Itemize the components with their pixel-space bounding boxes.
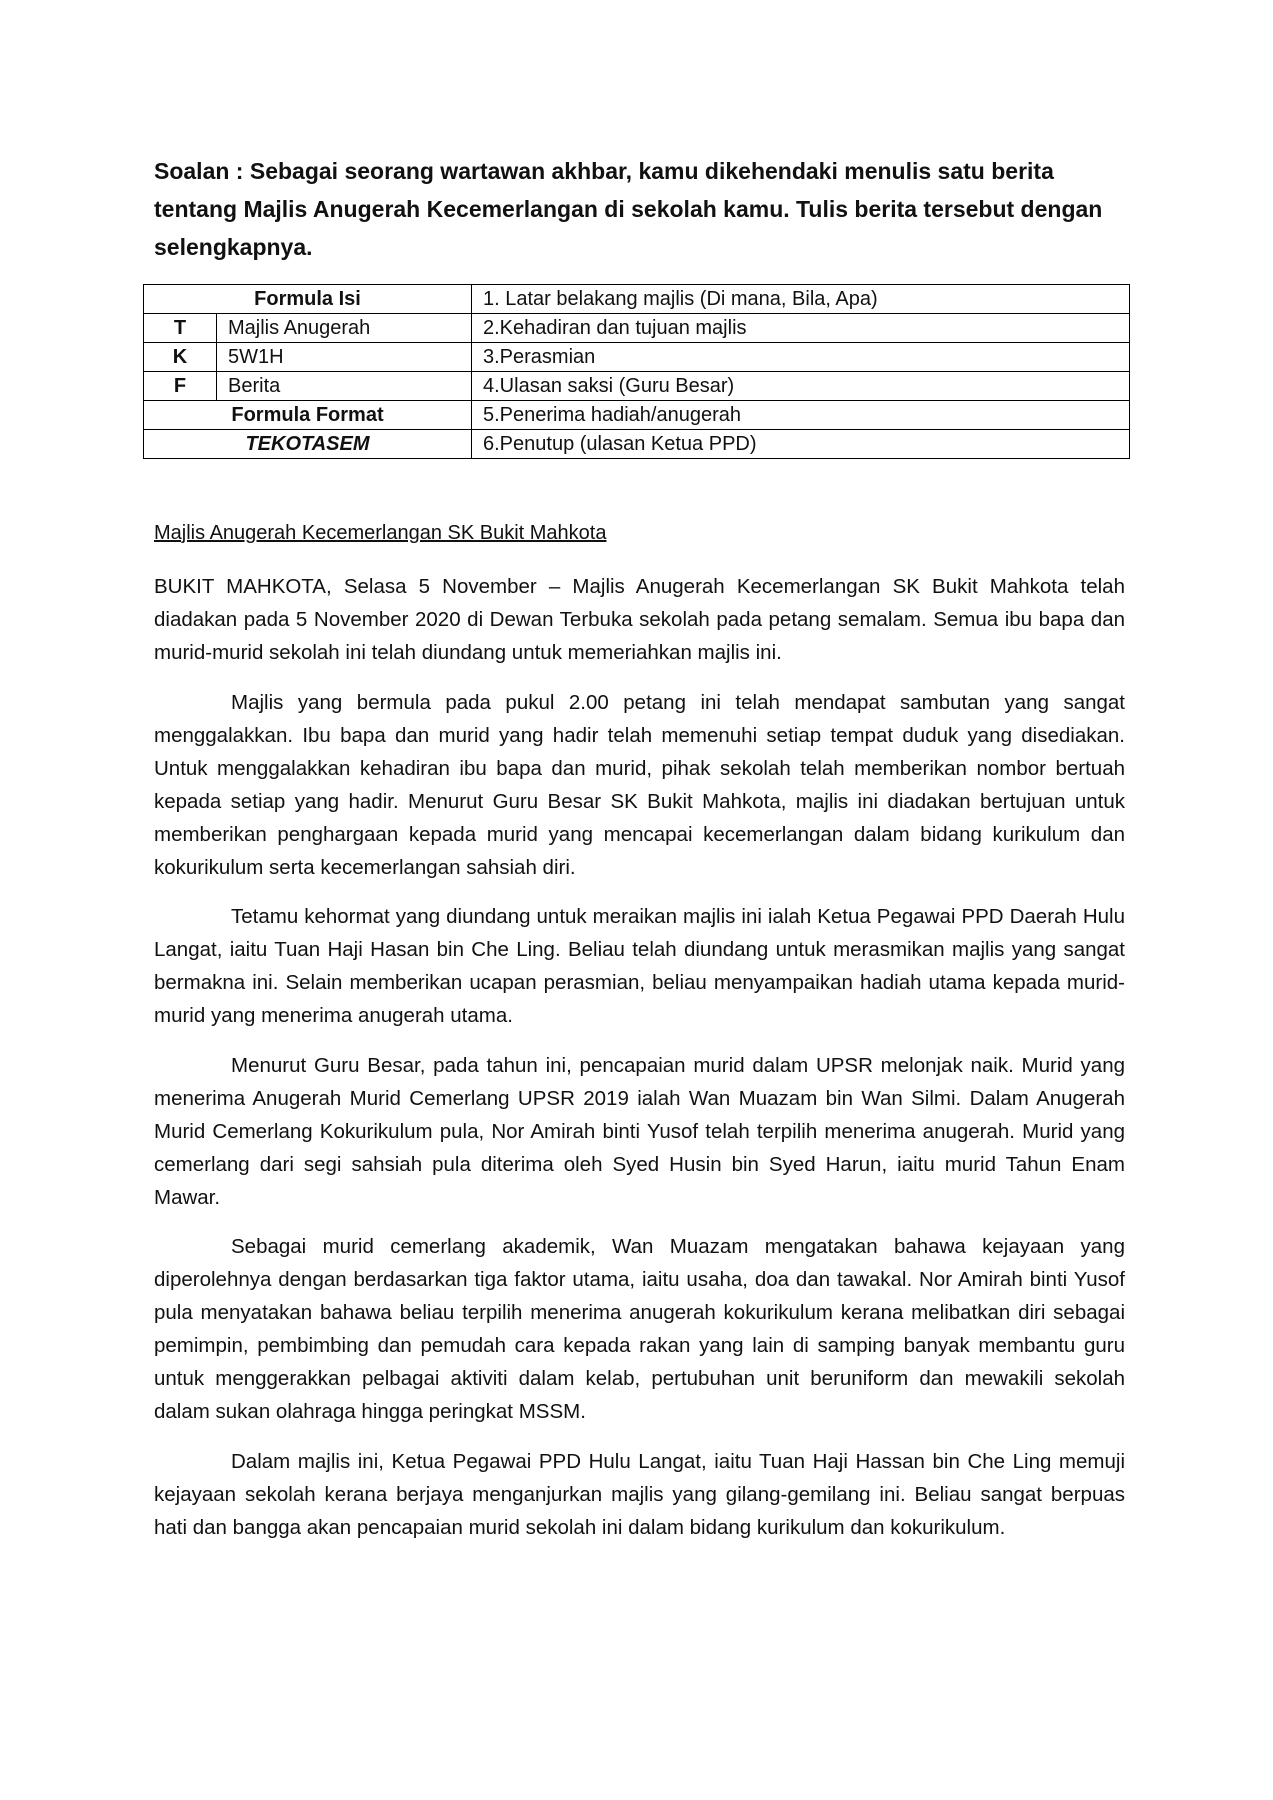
tekotasem-label: TEKOTASEM: [144, 430, 472, 459]
article-paragraph: Dalam majlis ini, Ketua Pegawai PPD Hulu Langat, iaitu Tuan Haji Hassan bin Che Ling memuji kejayaan sekolah kerana berjaya menganjurkan majlis yang gilang-gemilang ini. Beliau sangat berpuas hati dan bangga akan pencapaian murid sekolah ini dalam bidang kurikulum dan kokurikulum.: [154, 1449, 1125, 1539]
article-paragraph: Sebagai murid cemerlang akademik, Wan Muazam mengatakan bahawa kejayaan yang diperolehnya dengan berdasarkan tiga faktor utama, iaitu usaha, doa dan tawakal. Nor Amirah binti Yusof pula menyatakan bahawa beliau terpilih menerima anugerah kokurikulum kerana melibatkan diri sebagai pemimpin, pembimbing dan pemudah cara kepada rakan yang lain di samping banyak membantu guru untuk menggerakkan pelbagai aktiviti dalam kelab, pertubuhan unit beruniform dan mewakili sekolah dalam sukan olahraga hingga peringkat MSSM.: [154, 1235, 1125, 1423]
formula-table: [143, 284, 1130, 459]
formula-point: 4.Ulasan saksi (Guru Besar): [472, 372, 1130, 401]
article-headline: Majlis Anugerah Kecemerlangan SK Bukit Mahkota: [154, 522, 607, 544]
question-text: Soalan : Sebagai seorang wartawan akhbar, kamu dikehendaki menulis satu berita tentang Majlis Anugerah Kecemerlangan di sekolah kamu. Tulis berita tersebut dengan selengkapnya.: [154, 158, 1103, 260]
article-paragraph: Majlis yang bermula pada pukul 2.00 petang ini telah mendapat sambutan yang sangat menggalakkan. Ibu bapa dan murid yang hadir telah memenuhi setiap tempat duduk yang disediakan. Untuk menggalakkan kehadiran ibu bapa dan murid, pihak sekolah telah memberikan nombor bertuah kepada setiap yang hadir. Menurut Guru Besar SK Bukit Mahkota, majlis ini diadakan bertujuan untuk memberikan penghargaan kepada murid yang mencapai kecemerlangan dalam bidang kurikulum dan kokurikulum serta kecemerlangan sahsiah diri.: [154, 690, 1125, 879]
formula-meaning: 5W1H: [217, 343, 472, 372]
table-row: [144, 314, 1130, 343]
article-body: [154, 570, 1125, 1560]
formula-point: 1. Latar belakang majlis (Di mana, Bila, Apa): [472, 285, 1130, 314]
formula-meaning: Berita: [217, 372, 472, 401]
table-row: [144, 285, 1130, 314]
formula-point: 2.Kehadiran dan tujuan majlis: [472, 314, 1130, 343]
formula-letter: F: [144, 372, 217, 401]
formula-point: 3.Perasmian: [472, 343, 1130, 372]
formula-point: 6.Penutup (ulasan Ketua PPD): [472, 430, 1130, 459]
formula-format-header: Formula Format: [144, 401, 472, 430]
table-row: [144, 401, 1130, 430]
formula-letter: T: [144, 314, 217, 343]
table-row: [144, 430, 1130, 459]
formula-isi-header: Formula Isi: [144, 285, 472, 314]
article-paragraph: Tetamu kehormat yang diundang untuk meraikan majlis ini ialah Ketua Pegawai PPD Daerah Hulu Langat, iaitu Tuan Haji Hasan bin Che Ling. Beliau telah diundang untuk merasmikan majlis yang sangat bermakna ini. Selain memberikan ucapan perasmian, beliau menyampaikan hadiah utama kepada murid-murid yang menerima anugerah utama.: [154, 905, 1125, 1027]
formula-point: 5.Penerima hadiah/anugerah: [472, 401, 1130, 430]
table-row: [144, 372, 1130, 401]
article-paragraph: Menurut Guru Besar, pada tahun ini, pencapaian murid dalam UPSR melonjak naik. Murid yang menerima Anugerah Murid Cemerlang UPSR 2019 ialah Wan Muazam bin Wan Silmi. Dalam Anugerah Murid Cemerlang Kokurikulum pula, Nor Amirah binti Yusof telah terpilih menerima anugerah. Murid yang cemerlang dari segi sahsiah pula diterima oleh Syed Husin bin Syed Harun, iaitu murid Tahun Enam Mawar.: [154, 1053, 1125, 1209]
formula-letter: K: [144, 343, 217, 372]
article-paragraph: BUKIT MAHKOTA, Selasa 5 November – Majlis Anugerah Kecemerlangan SK Bukit Mahkota telah diadakan pada 5 November 2020 di Dewan Terbuka sekolah pada petang semalam. Semua ibu bapa dan murid-murid sekolah ini telah diundang untuk memeriahkan majlis ini.: [154, 575, 1125, 664]
table-row: [144, 343, 1130, 372]
formula-meaning: Majlis Anugerah: [217, 314, 472, 343]
